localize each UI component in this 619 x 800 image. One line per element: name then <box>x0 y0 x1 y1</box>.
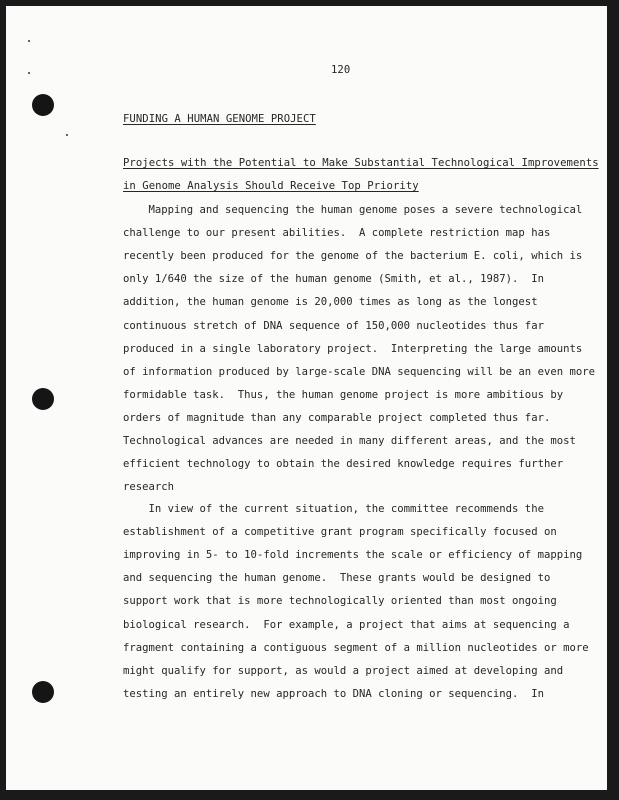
text-line: biological research. For example, a project that aims at sequencing a <box>123 618 570 631</box>
text-line: In view of the current situation, the committee recommends the <box>123 503 544 515</box>
subheading-line-1: Projects with the Potential to Make Substantial Technological Improvements <box>123 157 599 169</box>
binder-hole-bottom <box>32 681 54 703</box>
binder-hole-middle <box>32 388 54 410</box>
text-line: continuous stretch of DNA sequence of 150,000 nucleotides thus far <box>123 319 544 332</box>
text-line: fragment containing a contiguous segment of a million nucleotides or more <box>123 641 589 654</box>
text-line: might qualify for support, as would a project aimed at developing and <box>123 664 564 677</box>
text-line: Technological advances are needed in many different areas, and the most <box>123 435 576 447</box>
text-line: Mapping and sequencing the human genome poses a severe technological <box>123 204 583 216</box>
text-line: support work that is more technologically oriented than most ongoing <box>123 595 557 608</box>
text-line: of information produced by large-scale DNA sequencing will be an even more <box>123 365 595 378</box>
text-line: establishment of a competitive grant program specifically focused on <box>123 526 557 539</box>
text-line: research <box>123 481 175 494</box>
text-line: challenge to our present abilities. A complete restriction map has <box>123 227 551 240</box>
page-number: 120 <box>331 64 351 76</box>
text-line: addition, the human genome is 20,000 times as long as the longest <box>123 296 538 309</box>
text-line: only 1/640 the size of the human genome (Smith, et al., 1987). In <box>123 273 544 286</box>
text-line: recently been produced for the genome of the bacterium E. coli, which is <box>123 250 583 263</box>
text-line: and sequencing the human genome. These grants would be designed to <box>123 572 551 585</box>
scan-speck <box>28 72 30 74</box>
text-line: improving in 5- to 10-fold increments the scale or efficiency of mapping <box>123 549 583 562</box>
text-line: formidable task. Thus, the human genome project is more ambitious by <box>123 388 564 401</box>
subheading-line-2: in Genome Analysis Should Receive Top Priority <box>123 180 419 192</box>
text-line: orders of magnitude than any comparable project completed thus far. <box>123 411 551 424</box>
binder-hole-top <box>32 94 54 116</box>
text-line: produced in a single laboratory project. Interpreting the large amounts <box>123 342 583 355</box>
text-line: efficient technology to obtain the desired knowledge requires further <box>123 458 564 471</box>
scan-speck <box>28 40 30 42</box>
scan-speck <box>66 134 68 136</box>
section-heading: FUNDING A HUMAN GENOME PROJECT <box>123 113 316 125</box>
text-line: testing an entirely new approach to DNA cloning or sequencing. In <box>123 687 544 700</box>
